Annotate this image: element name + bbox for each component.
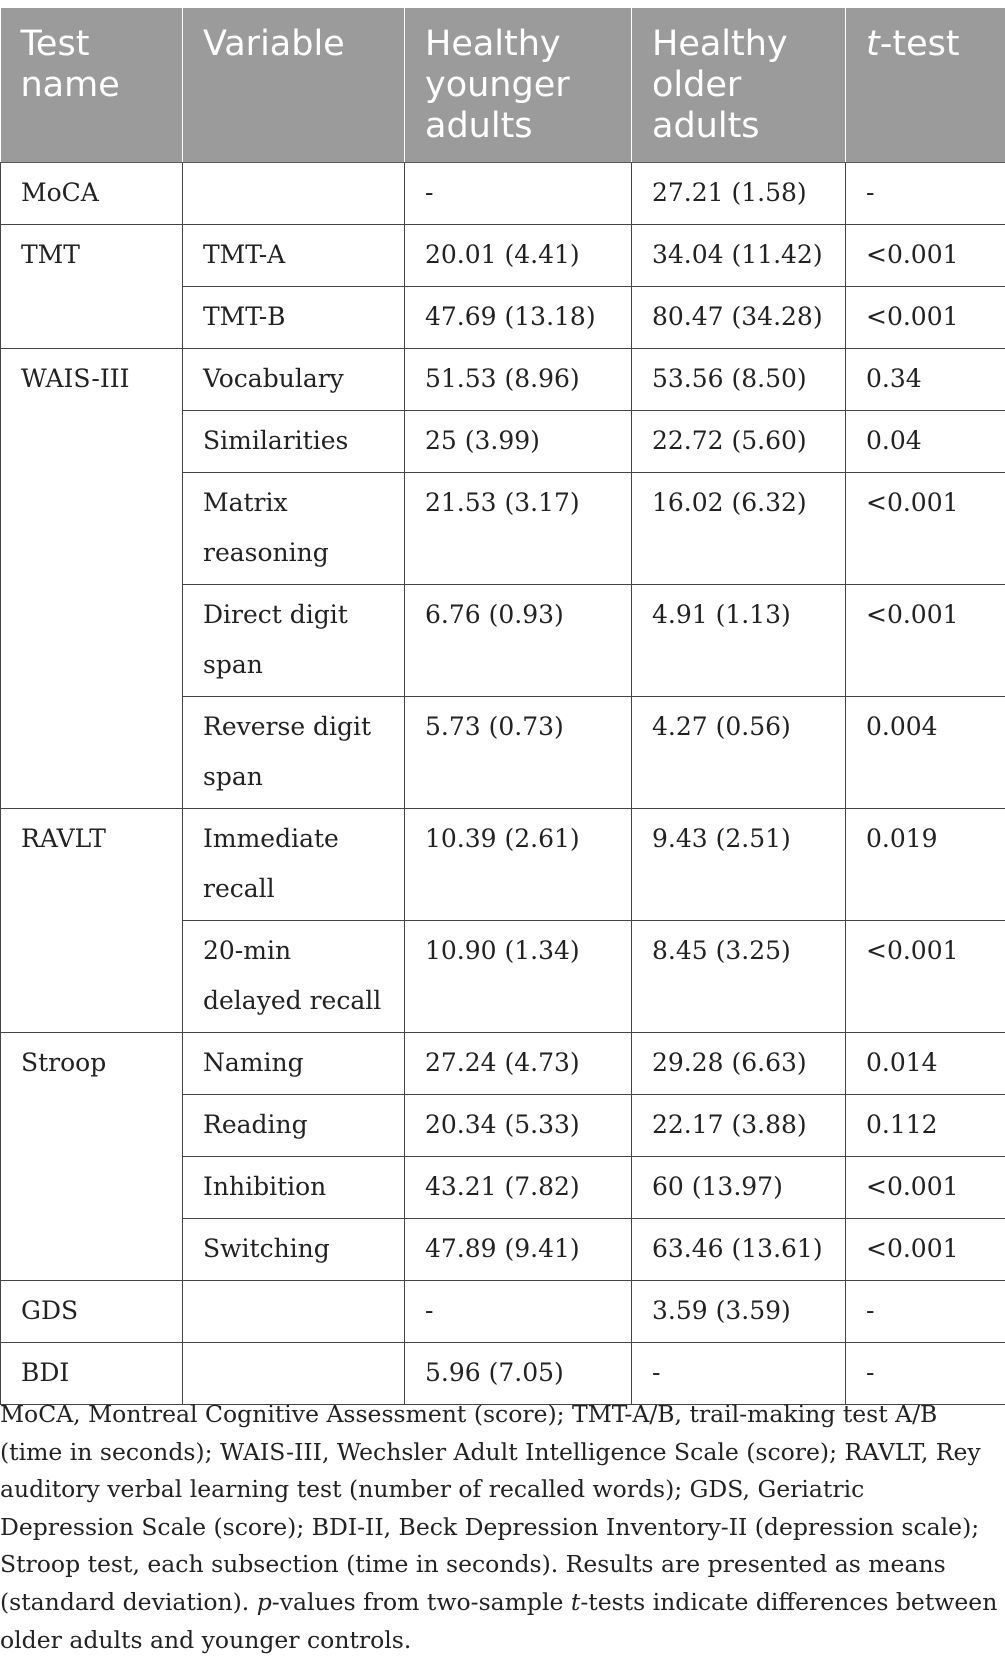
cell-ttest: 0.112 [846,1095,1005,1157]
cell-younger: - [405,1281,632,1343]
cell-younger: 10.39 (2.61) [405,809,632,921]
table-row [1,163,1005,225]
cell-older: 60 (13.97) [632,1157,846,1219]
table-row [1,1033,1005,1095]
cell-ttest: 0.34 [846,349,1005,411]
cell-variable: 20-min delayed recall [183,921,405,1033]
cell-ttest: 0.04 [846,411,1005,473]
cell-younger: 47.89 (9.41) [405,1219,632,1281]
cell-test-name: RAVLT [1,809,183,1033]
cell-younger: 21.53 (3.17) [405,473,632,585]
cell-younger: 27.24 (4.73) [405,1033,632,1095]
cell-test-name: BDI [1,1343,183,1405]
cell-younger: 20.01 (4.41) [405,225,632,287]
cell-ttest: - [846,1343,1005,1405]
cell-older: 53.56 (8.50) [632,349,846,411]
cell-older: 29.28 (6.63) [632,1033,846,1095]
table-row [1,1281,1005,1343]
table-row [1,225,1005,287]
header-row [1,8,1005,163]
cell-older: 22.72 (5.60) [632,411,846,473]
cell-older: 27.21 (1.58) [632,163,846,225]
cell-younger: 5.73 (0.73) [405,697,632,809]
cell-variable: Inhibition [183,1157,405,1219]
footnote-part1: MoCA, Montreal Cognitive Assessment (score); TMT-A/B, trail-making test A/B (time in seconds); WAIS-III, Wechsler Adult Intelligence Scale (score); RAVLT, Rey auditory verbal learning test (number of recalled words); GDS, Geriatric Depression Scale (score); BDI-II, Beck Depression Inventory-II (depression scale); Stroop test, each subsection (time in seconds). Results are presented as means (standard deviation). [0,1400,981,1616]
cell-younger: 43.21 (7.82) [405,1157,632,1219]
cell-older: - [632,1343,846,1405]
cell-ttest: - [846,163,1005,225]
cell-older: 63.46 (13.61) [632,1219,846,1281]
header-ttest-italic: t [866,24,880,64]
cell-ttest: 0.014 [846,1033,1005,1095]
footnote-p-italic: p [257,1588,272,1616]
cell-older: 9.43 (2.51) [632,809,846,921]
cell-variable [183,163,405,225]
cell-variable: Switching [183,1219,405,1281]
header-ttest [846,8,1005,163]
cell-older: 3.59 (3.59) [632,1281,846,1343]
cell-variable: Vocabulary [183,349,405,411]
cell-younger: 25 (3.99) [405,411,632,473]
footnote-t-italic: t [571,1588,580,1616]
header-ttest-rest: -test [880,24,960,64]
cell-younger: - [405,163,632,225]
cell-ttest: 0.019 [846,809,1005,921]
footnote-part2: -values from two-sample [272,1588,571,1616]
table-row [1,349,1005,411]
cell-younger: 51.53 (8.96) [405,349,632,411]
table-row [1,809,1005,921]
neuropsych-results-table [0,8,1005,1405]
cell-variable: Matrix reasoning [183,473,405,585]
cell-ttest: <0.001 [846,225,1005,287]
cell-variable: Immediate recall [183,809,405,921]
cell-older: 4.27 (0.56) [632,697,846,809]
cell-younger: 5.96 (7.05) [405,1343,632,1405]
cell-older: 4.91 (1.13) [632,585,846,697]
cell-ttest: <0.001 [846,585,1005,697]
cell-variable [183,1281,405,1343]
cell-ttest: - [846,1281,1005,1343]
table-footnote [0,1396,1000,1659]
cell-variable: TMT-A [183,225,405,287]
cell-test-name: MoCA [1,163,183,225]
cell-test-name: Stroop [1,1033,183,1281]
cell-variable: Reverse digit span [183,697,405,809]
cell-variable: Naming [183,1033,405,1095]
cell-younger: 20.34 (5.33) [405,1095,632,1157]
cell-older: 34.04 (11.42) [632,225,846,287]
cell-variable: Reading [183,1095,405,1157]
results-table-container [0,8,1005,1405]
cell-ttest: <0.001 [846,1157,1005,1219]
cell-older: 8.45 (3.25) [632,921,846,1033]
table-body [1,163,1005,1405]
cell-younger: 10.90 (1.34) [405,921,632,1033]
cell-younger: 6.76 (0.93) [405,585,632,697]
cell-older: 80.47 (34.28) [632,287,846,349]
cell-variable: Similarities [183,411,405,473]
cell-ttest: 0.004 [846,697,1005,809]
table-header [1,8,1005,163]
cell-variable: TMT-B [183,287,405,349]
cell-ttest: <0.001 [846,287,1005,349]
cell-ttest: <0.001 [846,1219,1005,1281]
cell-older: 16.02 (6.32) [632,473,846,585]
header-variable: Variable [183,8,405,163]
cell-younger: 47.69 (13.18) [405,287,632,349]
header-test-name: Test name [1,8,183,163]
header-older-adults: Healthy older adults [632,8,846,163]
cell-older: 22.17 (3.88) [632,1095,846,1157]
cell-ttest: <0.001 [846,473,1005,585]
cell-test-name: TMT [1,225,183,349]
header-younger-adults: Healthy younger adults [405,8,632,163]
cell-variable: Direct digit span [183,585,405,697]
cell-test-name: GDS [1,1281,183,1343]
footnote-part3: -tests indicate differences between older adults and younger controls. [0,1588,997,1654]
cell-test-name: WAIS-III [1,349,183,809]
cell-ttest: <0.001 [846,921,1005,1033]
